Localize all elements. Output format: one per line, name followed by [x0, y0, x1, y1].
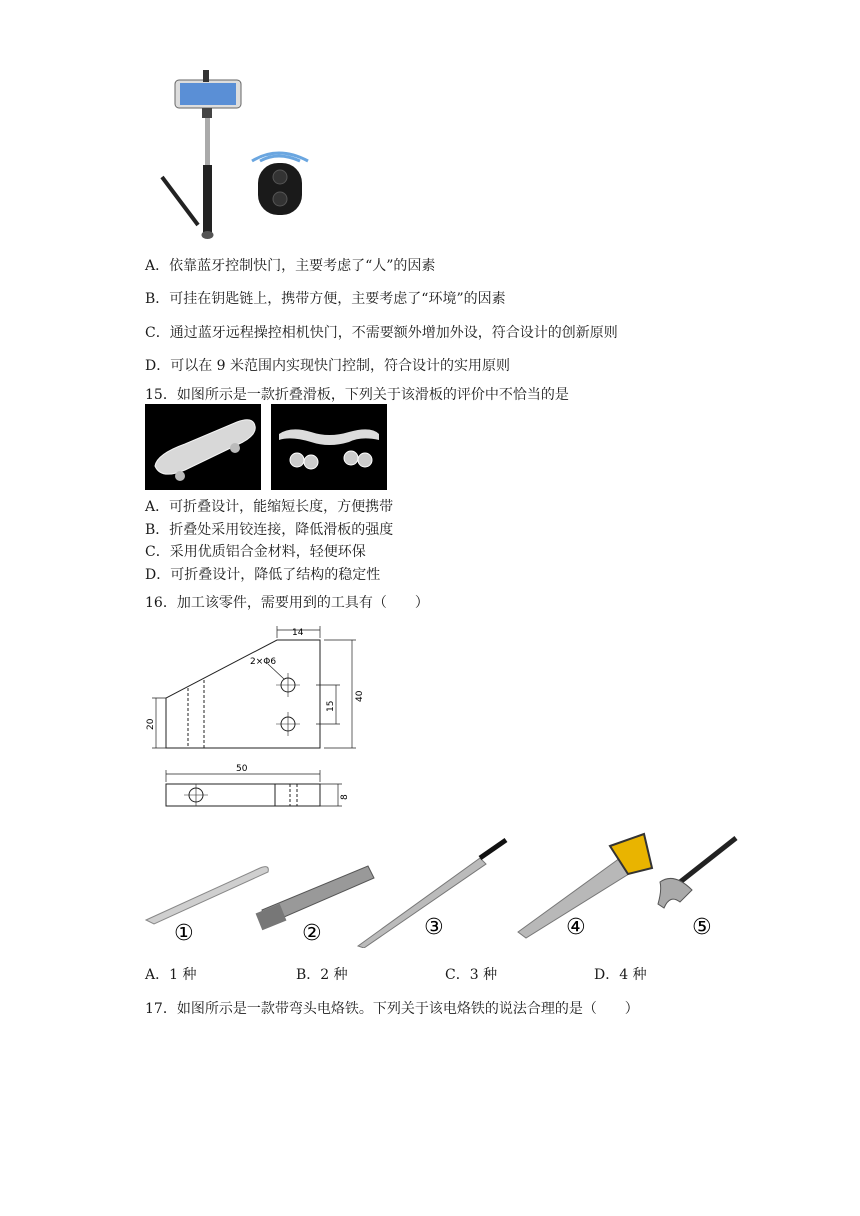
skateboard-image-2 — [271, 404, 387, 490]
q14-option-b: B．可挂在钥匙链上，携带方便，主要考虑了“环境”的因素 — [145, 291, 506, 307]
dim-length: 50 — [236, 764, 248, 774]
selfie-stick-image — [150, 65, 320, 245]
tool-label-5: ⑤ — [692, 915, 712, 940]
tool-label-2: ② — [302, 921, 322, 946]
q15-option-d: D．可折叠设计，降低了结构的稳定性 — [145, 567, 381, 583]
part-technical-drawing — [140, 622, 370, 817]
dim-spacing: 15 — [326, 700, 336, 712]
tool-label-1: ① — [174, 921, 194, 946]
q16-option-c: C．3 种 — [445, 967, 498, 983]
skateboard-image-1 — [145, 404, 261, 490]
q16-stem: 16．加工该零件，需要用到的工具有（ ） — [145, 595, 429, 611]
q16-option-d: D．4 种 — [594, 967, 647, 983]
dim-height: 40 — [355, 690, 365, 702]
q17-stem: 17．如图所示是一款带弯头电烙铁。下列关于该电烙铁的说法合理的是（ ） — [145, 1001, 639, 1017]
q16-option-b: B．2 种 — [296, 967, 348, 983]
dim-top: 14 — [292, 628, 304, 638]
tool-label-3: ③ — [424, 915, 444, 940]
q14-option-d: D．可以在 9 米范围内实现快门控制，符合设计的实用原则 — [145, 358, 511, 374]
tool-label-4: ④ — [566, 915, 586, 940]
q14-option-c: C．通过蓝牙远程操控相机快门，不需要额外增加外设，符合设计的创新原则 — [145, 325, 618, 341]
q15-option-b: B．折叠处采用铰连接，降低滑板的强度 — [145, 522, 394, 538]
q15-option-a: A．可折叠设计，能缩短长度，方便携带 — [145, 499, 394, 515]
dim-thickness: 8 — [340, 794, 350, 800]
q15-stem: 15．如图所示是一款折叠滑板，下列关于该滑板的评价中不恰当的是 — [145, 387, 569, 403]
q14-option-a: A．依靠蓝牙控制快门，主要考虑了“人”的因素 — [145, 258, 436, 274]
q15-option-c: C．采用优质铝合金材料，轻便环保 — [145, 544, 366, 560]
dim-left: 20 — [146, 718, 156, 730]
dim-hole: 2×Φ6 — [250, 657, 277, 667]
q16-option-a: A．1 种 — [145, 967, 197, 983]
tools-image — [140, 828, 750, 948]
